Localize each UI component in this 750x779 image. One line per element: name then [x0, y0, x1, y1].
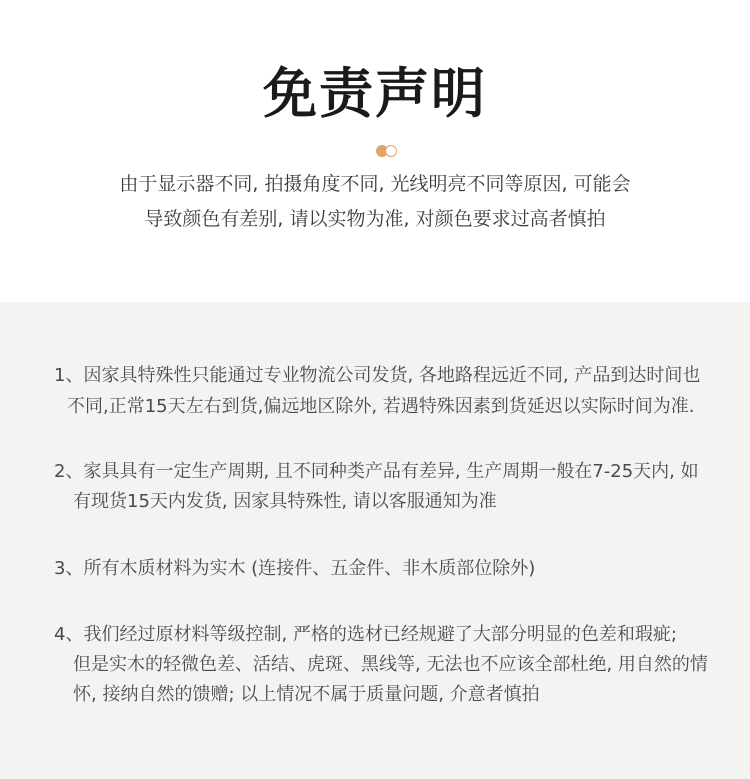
note-4-line-3: 怀, 接纳自然的馈赠; 以上情况不属于质量问题, 介意者慎拍	[73, 684, 540, 705]
note-1-line-2: 不同,正常15天左右到货,偏远地区除外, 若遇特殊因素到货延迟以实际时间为准.	[67, 396, 695, 417]
header-section	[0, 0, 750, 302]
page-title: 免责声明	[263, 62, 487, 125]
note-1-line-1: 1、因家具特殊性只能通过专业物流公司发货, 各地路程远近不同, 产品到达时间也	[54, 365, 701, 386]
note-3-line-1: 3、所有木质材料为实木 (连接件、五金件、非木质部位除外)	[54, 558, 536, 579]
note-4-line-1: 4、我们经过原材料等级控制, 严格的选材已经规避了大部分明显的色差和瑕疵;	[54, 624, 677, 645]
intro-line-1: 由于显示器不同, 拍摄角度不同, 光线明亮不同等原因, 可能会	[119, 173, 631, 195]
note-2-line-2: 有现货15天内发货, 因家具特殊性, 请以客服通知为准	[73, 491, 497, 512]
note-2-line-1: 2、家具具有一定生产周期, 且不同种类产品有差异, 生产周期一般在7-25天内, 如	[54, 461, 699, 482]
notes-panel	[0, 302, 750, 779]
note-4-line-2: 但是实木的轻微色差、活结、虎斑、黑线等, 无法也不应该全部杜绝, 用自然的情	[73, 654, 708, 675]
decorative-dots	[376, 145, 402, 159]
outline-dot-icon	[385, 145, 397, 157]
intro-line-2: 导致颜色有差别, 请以实物为准, 对颜色要求过高者慎拍	[144, 208, 606, 230]
